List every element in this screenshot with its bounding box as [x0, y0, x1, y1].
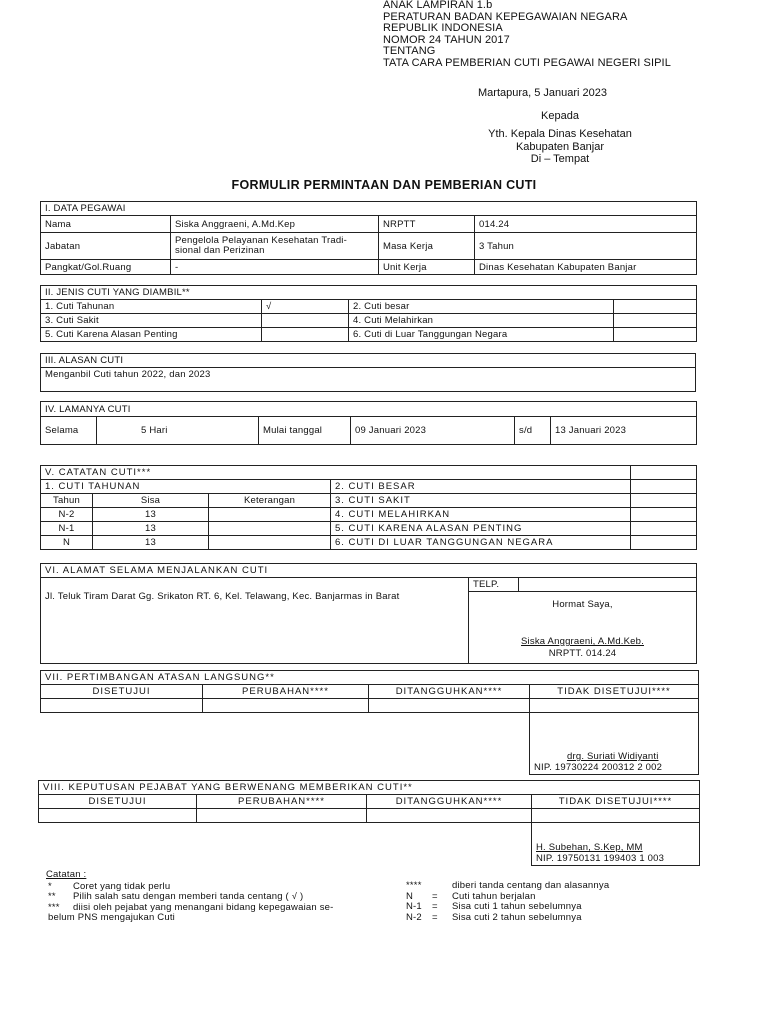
notes-left [46, 882, 361, 914]
header-line: PERATURAN BADAN KEPEGAWAIAN NEGARA [383, 10, 628, 23]
legend-eq: = [432, 912, 438, 923]
section-authority [38, 780, 700, 866]
addressee [445, 128, 675, 166]
leave-category-value [631, 522, 697, 536]
col-disetujui: DISETUJUI [41, 685, 203, 699]
section-leave-notes [40, 465, 697, 550]
empty-area [39, 823, 532, 866]
legend-text: Sisa cuti 1 tahun sebelumnya [452, 902, 582, 912]
label-sd: s/d [515, 417, 551, 445]
decision-cell[interactable] [530, 699, 699, 713]
note-mark: * [48, 881, 52, 892]
place-date: Martapura, 5 Januari 2023 [478, 87, 608, 99]
row-sisa: 13 [93, 508, 209, 522]
legend-eq: = [432, 902, 438, 912]
decision-cell[interactable] [203, 699, 369, 713]
leave-option: 5. Cuti Karena Alasan Penting [41, 328, 262, 342]
applicant-id: NRPTT. 014.24 [548, 648, 617, 659]
regulation-header [383, 0, 671, 70]
authority-id: NIP. 19750131 199403 1 003 [536, 853, 665, 864]
leave-check-cell[interactable] [614, 300, 697, 314]
note-continuation: belum PNS mengajukan Cuti [48, 912, 175, 923]
leave-category: 6. CUTI DI LUAR TANGGUNGAN NEGARA [331, 536, 631, 550]
header-line: TATA CARA PEMBERIAN CUTI PEGAWAI NEGERI SIPIL [383, 56, 671, 69]
decision-cell[interactable] [197, 809, 367, 823]
leave-option: 3. Cuti Sakit [41, 314, 262, 328]
header-line: TENTANG [383, 45, 436, 58]
row-keterangan [209, 508, 331, 522]
decision-cell[interactable] [39, 809, 197, 823]
row-keterangan [209, 522, 331, 536]
decision-cell[interactable] [532, 809, 700, 823]
row-tahun: N [41, 536, 93, 550]
annual-leave-title: 1. CUTI TAHUNAN [41, 480, 331, 494]
leave-check-cell[interactable] [614, 328, 697, 342]
legend-mark: N [406, 891, 414, 902]
section-heading: VII. PERTIMBANGAN ATASAN LANGSUNG** [41, 671, 699, 685]
leave-option: 1. Cuti Tahunan [41, 300, 262, 314]
supervisor-signature [530, 713, 699, 775]
header-line: REPUBLIK INDONESIA [383, 22, 503, 35]
legend-mark: N-1 [406, 902, 422, 912]
row-tahun: N-1 [41, 522, 93, 536]
label-jabatan: Jabatan [41, 233, 171, 260]
leave-option: 6. Cuti di Luar Tanggungan Negara [349, 328, 614, 342]
col-perubahan: PERUBAHAN**** [203, 685, 369, 699]
col-tahun: Tahun [41, 494, 93, 508]
leave-check-cell[interactable]: √ [262, 300, 349, 314]
col-perubahan: PERUBAHAN**** [197, 795, 367, 809]
leave-category-value [631, 536, 697, 550]
label-nama: Nama [41, 216, 171, 233]
label-unit-kerja: Unit Kerja [379, 260, 475, 275]
value-masa-kerja: 3 Tahun [475, 233, 697, 260]
section-employee-data [40, 201, 697, 275]
applicant-signature [469, 592, 697, 664]
label-pangkat: Pangkat/Gol.Ruang [41, 260, 171, 275]
label-nrptt: NRPTT [379, 216, 475, 233]
header-line: NOMOR 24 TAHUN 2017 [383, 33, 510, 46]
leave-check-cell[interactable] [262, 328, 349, 342]
col-disetujui: DISETUJUI [39, 795, 197, 809]
leave-check-cell[interactable] [614, 314, 697, 328]
label-mulai: Mulai tanggal [259, 417, 351, 445]
leave-category: 4. CUTI MELAHIRKAN [331, 508, 631, 522]
leave-category-value [631, 480, 697, 494]
value-sampai: 13 Januari 2023 [551, 417, 697, 445]
row-sisa: 13 [93, 522, 209, 536]
value-nama: Siska Anggraeni, A.Md.Kep [171, 216, 379, 233]
leave-category: 3. CUTI SAKIT [331, 494, 631, 508]
section-heading: II. JENIS CUTI YANG DIAMBIL** [41, 286, 697, 300]
empty-area [41, 713, 530, 775]
leave-category: 5. CUTI KARENA ALASAN PENTING [331, 522, 631, 536]
leave-category-value [631, 494, 697, 508]
empty-cell [631, 466, 697, 480]
value-telp[interactable] [519, 578, 697, 592]
leave-option: 4. Cuti Melahirkan [349, 314, 614, 328]
value-nrptt: 014.24 [475, 216, 697, 233]
addressee-line: Yth. Kepala Dinas Kesehatan [488, 128, 632, 140]
decision-cell[interactable] [367, 809, 532, 823]
section-heading: VI. ALAMAT SELAMA MENJALANKAN CUTI [41, 564, 697, 578]
form-title: FORMULIR PERMINTAAN DAN PEMBERIAN CUTI [231, 178, 537, 192]
hormat-saya: Hormat Saya, [552, 599, 613, 610]
leave-option: 2. Cuti besar [349, 300, 614, 314]
section-supervisor [40, 670, 699, 775]
col-ditangguhkan: DITANGGUHKAN**** [369, 685, 530, 699]
authority-name: H. Subehan, S.Kep, MM [536, 842, 643, 853]
jabatan-line: sional dan Perizinan [175, 245, 265, 256]
supervisor-id: NIP. 19730224 200312 2 002 [534, 762, 663, 773]
section-heading: VIII. KEPUTUSAN PEJABAT YANG BERWENANG MEMBERIKAN CUTI** [39, 781, 700, 795]
reason-text: Menganbil Cuti tahun 2022, dan 2023 [41, 368, 696, 392]
leave-category-value [631, 508, 697, 522]
authority-signature [532, 823, 700, 866]
notes-title: Catatan : [46, 869, 87, 880]
addressee-line: Kabupaten Banjar [515, 140, 605, 153]
notes-right [404, 881, 630, 923]
decision-cell[interactable] [41, 699, 203, 713]
legend-text: diberi tanda centang dan alasannya [452, 881, 610, 891]
note-text: Coret yang tidak perlu [73, 881, 171, 892]
label-selama: Selama [41, 417, 97, 445]
legend-eq: = [432, 891, 438, 902]
section-heading: IV. LAMANYA CUTI [41, 402, 697, 417]
note-text: diisi oleh pejabat yang menangani bidang kepegawaian se- [73, 902, 334, 913]
decision-cell[interactable] [369, 699, 530, 713]
applicant-name: Siska Anggraeni, A.Md.Keb. [521, 636, 644, 647]
label-masa-kerja: Masa Kerja [379, 233, 475, 260]
value-pangkat: - [171, 260, 379, 275]
note-text: Pilih salah satu dengan memberi tanda centang ( √ ) [73, 892, 304, 902]
section-leave-duration [40, 401, 697, 445]
row-sisa: 13 [93, 536, 209, 550]
col-sisa: Sisa [93, 494, 209, 508]
addressee-line: Di – Tempat [530, 153, 590, 165]
header-line: ANAK LAMPIRAN 1.b [383, 0, 493, 11]
col-tidak-disetujui: TIDAK DISETUJUI**** [532, 795, 700, 809]
value-jabatan [171, 233, 379, 260]
col-tidak-disetujui: TIDAK DISETUJUI**** [530, 685, 699, 699]
address-text: Jl. Teluk Tiram Darat Gg. Srikaton RT. 6, Kel. Telawang, Kec. Banjarmas in Barat [41, 578, 469, 664]
section-heading: III. ALASAN CUTI [41, 354, 696, 368]
notes-block [46, 870, 361, 924]
section-heading: I. DATA PEGAWAI [41, 202, 697, 216]
section-leave-type [40, 285, 697, 342]
note-mark: ** [48, 892, 56, 902]
section-address [40, 563, 697, 664]
to-label: Kepada [541, 110, 579, 122]
note-mark: *** [48, 902, 60, 913]
label-telp: TELP. [469, 578, 519, 592]
row-tahun: N-2 [41, 508, 93, 522]
legend-mark: **** [406, 881, 422, 891]
jabatan-line: Pengelola Pelayanan Kesehatan Tradi- [175, 234, 347, 246]
col-keterangan: Keterangan [209, 494, 331, 508]
notes-legend [404, 881, 630, 923]
legend-text: Sisa cuti 2 tahun sebelumnya [452, 912, 582, 923]
leave-category: 2. CUTI BESAR [331, 480, 631, 494]
value-mulai: 09 Januari 2023 [351, 417, 515, 445]
leave-check-cell[interactable] [262, 314, 349, 328]
section-heading: V. CATATAN CUTI*** [41, 466, 631, 480]
value-selama: 5 Hari [97, 417, 259, 445]
col-ditangguhkan: DITANGGUHKAN**** [367, 795, 532, 809]
supervisor-name: drg. Suriati Widiyanti [567, 751, 659, 762]
value-unit-kerja: Dinas Kesehatan Kabupaten Banjar [475, 260, 697, 275]
legend-mark: N-2 [406, 912, 422, 923]
section-leave-reason [40, 353, 696, 392]
row-keterangan [209, 536, 331, 550]
legend-text: Cuti tahun berjalan [452, 891, 536, 902]
legend-eq [430, 881, 450, 892]
